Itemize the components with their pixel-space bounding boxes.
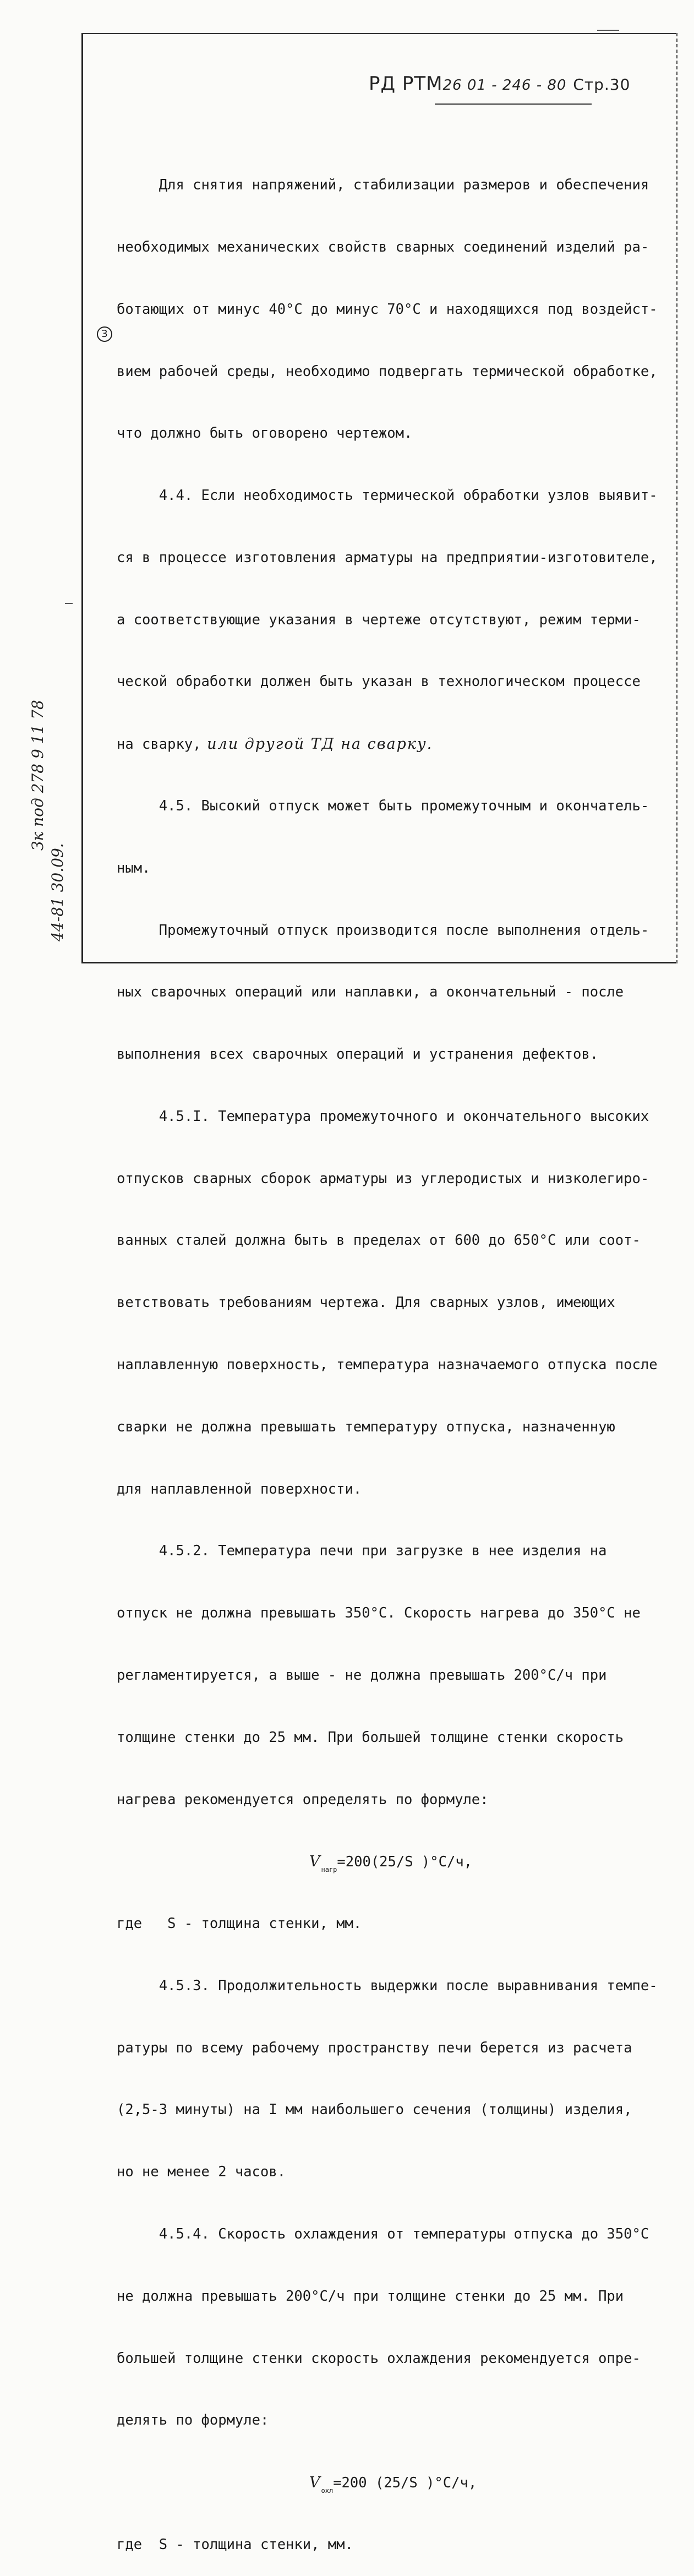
formula-subscript: нагр	[321, 1866, 337, 1874]
body-line: Промежуточный отпуск производится после выполнения отдель-	[117, 922, 649, 939]
printed-text: на сварку,	[117, 736, 201, 753]
document-header	[369, 73, 630, 95]
body-line: 4.5.4. Скорость охлаждения от температуры отпуска до 350°С	[117, 2225, 649, 2242]
formula-legend: где S - толщина стенки, мм.	[117, 2536, 353, 2553]
body-line: ных сварочных операций или наплавки, а окончательный - после	[117, 984, 624, 1001]
body-line: ческой обработки должен быть указан в технологическом процессе	[117, 673, 641, 690]
body-line: Для снятия напряжений, стабилизации размеров и обеспечения	[117, 177, 649, 194]
handwritten-insert: или другой ТД на сварку.	[201, 736, 433, 753]
header-prefix: РД РТМ	[369, 73, 443, 95]
body-line: отпусков сварных сборок арматуры из углеродистых и низколегиро-	[117, 1170, 649, 1187]
body-line: нагрева рекомендуется определять по формуле:	[117, 1791, 489, 1808]
body-line: 4.4. Если необходимость термической обработки узлов выявит-	[117, 487, 658, 504]
body-line: сварки не должна превышать температуру отпуска, назначенную	[117, 1418, 615, 1435]
body-line: 4.5.I. Температура промежуточного и окончательного высоких	[117, 1108, 649, 1125]
body-line: ветствовать требованиям чертежа. Для сварных узлов, имеющих	[117, 1294, 615, 1311]
formula-expression: =200 (25/S )°С/ч,	[333, 2475, 477, 2492]
formula-legend: где S - толщина стенки, мм.	[117, 1915, 362, 1932]
formula-subscript: охл	[321, 2487, 334, 2495]
formula-expression: =200(25/S )°С/ч,	[337, 1854, 473, 1871]
body-line: ванных сталей должна быть в пределах от 600 до 650°С или соот-	[117, 1232, 641, 1249]
body-line: ратуры по всему рабочему пространству печи берется из расчета	[117, 2039, 632, 2056]
body-line: выполнения всех сварочных операций и устранения дефектов.	[117, 1046, 599, 1063]
body-line: отпуск не должна превышать 350°С. Скорость нагрева до 350°С не	[117, 1605, 641, 1622]
header-page: Стр.30	[573, 75, 631, 94]
body-line: но не менее 2 часов.	[117, 2164, 286, 2181]
margin-note-date: 44-81 30.09.	[48, 843, 67, 941]
formula-symbol: V	[309, 2474, 321, 2492]
handwritten-line	[117, 734, 667, 755]
document-body	[117, 134, 667, 2576]
revision-circle-mark: 3	[97, 326, 112, 342]
body-line: 4.5.2. Температура печи при загрузке в нее изделия на	[117, 1543, 607, 1560]
body-line: необходимых механических свойств сварных соединений изделий ра-	[117, 238, 649, 255]
header-underline	[435, 104, 592, 105]
body-line: 4.5. Высокий отпуск может быть промежуточным и окончатель-	[117, 798, 649, 814]
body-line: толщине стенки до 25 мм. При большей толщине стенки скорость	[117, 1729, 624, 1746]
body-line: регламентируется, а выше - не должна превышать 200°С/ч при	[117, 1666, 607, 1684]
body-line: наплавленную поверхность, температура назначаемого отпуска после	[117, 1357, 658, 1374]
margin-note-registration: Зк под 278 9 11 78	[29, 700, 47, 851]
body-line: ся в процессе изготовления арматуры на предприятии-изготовителе,	[117, 549, 658, 566]
body-line: что должно быть оговорено чертежом.	[117, 425, 413, 442]
formula-cooling	[117, 2472, 667, 2493]
top-edge-mark	[597, 30, 619, 31]
body-line: делять по формуле:	[117, 2412, 269, 2429]
header-code: 26 01 - 246 - 80	[442, 77, 567, 94]
margin-tick	[65, 603, 73, 604]
body-line: (2,5-3 минуты) на I мм наибольшего сечения (толщины) изделия,	[117, 2101, 632, 2118]
page-frame-right-edge	[675, 33, 677, 963]
body-line: 4.5.3. Продолжительность выдержки после выравнивания темпе-	[117, 1977, 658, 1994]
formula-heating	[117, 1851, 667, 1872]
body-line: ботающих от минус 40°С до минус 70°С и находящихся под воздейст-	[117, 301, 658, 318]
body-line: большей толщине стенки скорость охлаждения рекомендуется опре-	[117, 2350, 641, 2367]
body-line: не должна превышать 200°С/ч при толщине стенки до 25 мм. При	[117, 2288, 624, 2305]
body-line: вием рабочей среды, необходимо подвергать термической обработке,	[117, 363, 658, 380]
body-line: для наплавленной поверхности.	[117, 1480, 362, 1497]
body-line: ным.	[117, 859, 151, 876]
body-line: а соответствующие указания в чертеже отсутствуют, режим терми-	[117, 611, 641, 628]
formula-symbol: V	[309, 1853, 321, 1871]
